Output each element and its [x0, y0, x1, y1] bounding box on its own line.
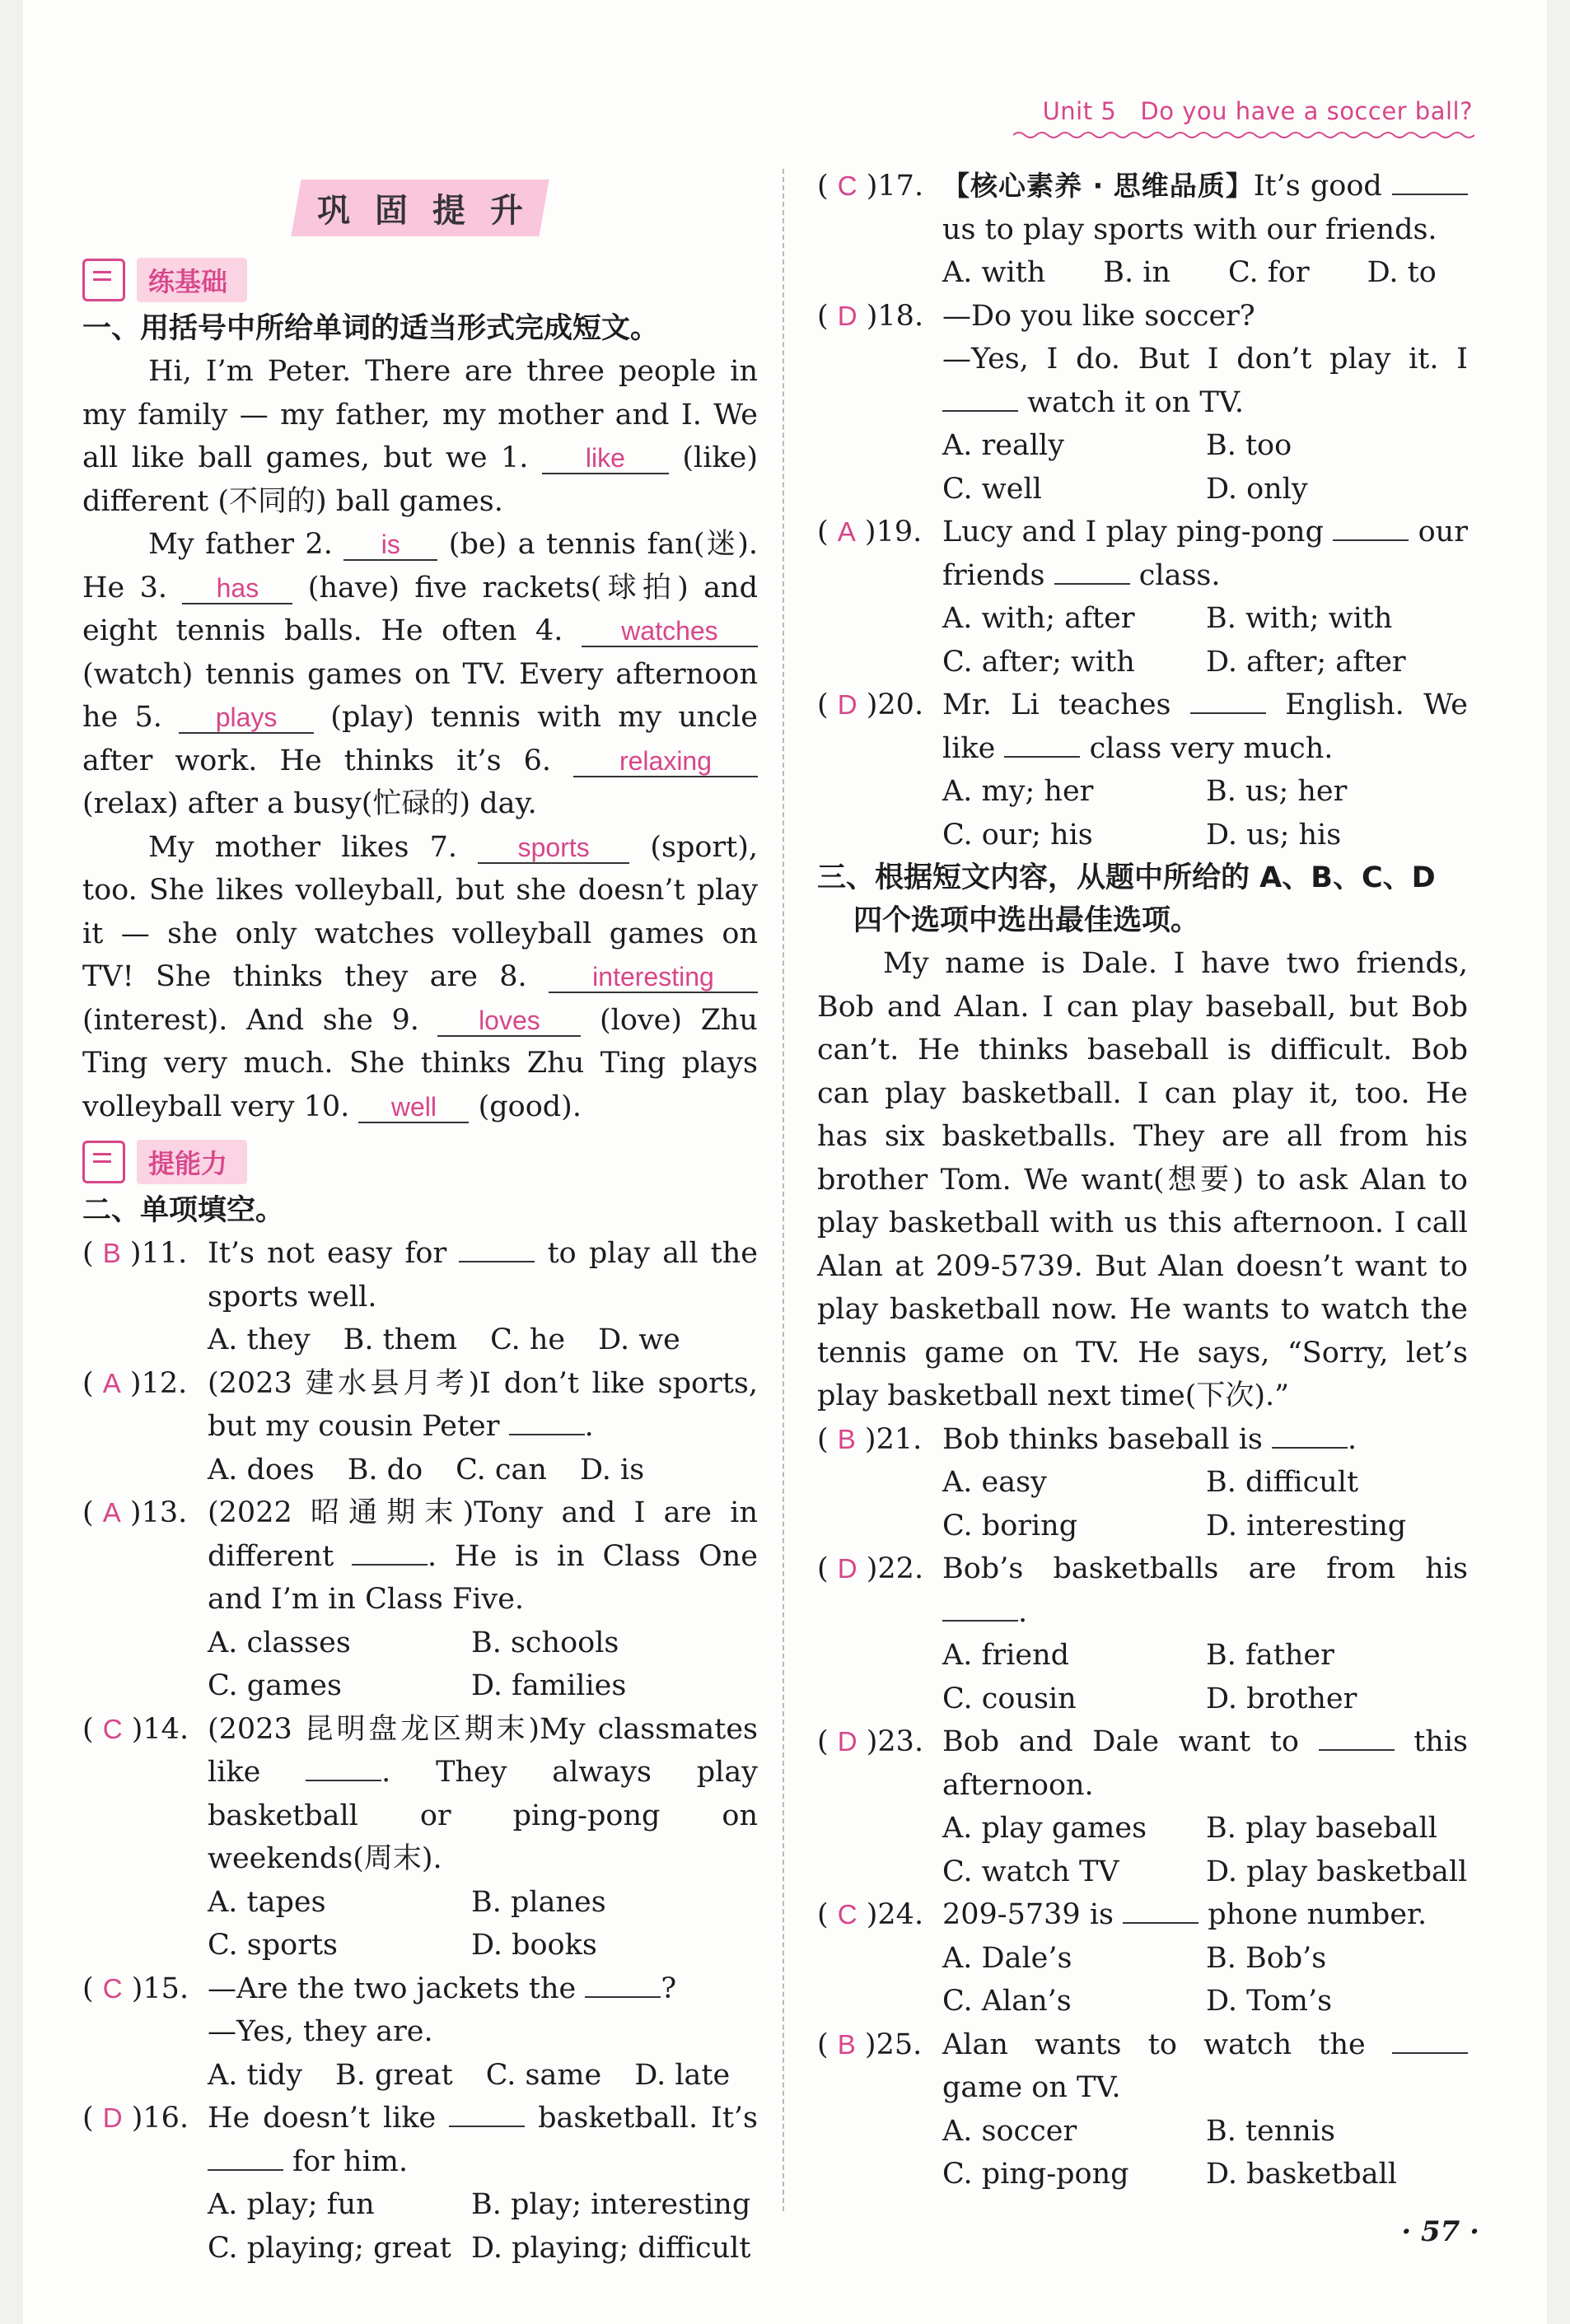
stem-text: (2023 建水县月考)I don’t like sports, but my cousin Peter [208, 1366, 758, 1443]
options [942, 1807, 1468, 1893]
unit-title: Do you have a soccer ball? [1140, 97, 1473, 125]
qno-text: 21. [876, 1422, 923, 1456]
option: C. boring [942, 1509, 1078, 1542]
question-stem-line1: —Do you like soccer? [942, 299, 1255, 333]
qno-text: 20. [877, 688, 924, 721]
part1-heading: 一、用括号中所给单词的适当形式完成短文。 [82, 312, 660, 345]
option: C. sports [208, 1929, 338, 1962]
question-number: ( C )15. [82, 1972, 189, 2005]
answer-blank-6: relaxing [573, 746, 758, 777]
question-stem [942, 165, 1468, 251]
p3-text: (good). [478, 1090, 582, 1123]
answer-blank-7: sports [478, 833, 629, 864]
stem-text: —Yes, I do. But I don’t play it. I [942, 343, 1468, 376]
page-number: · 57 · [1401, 2215, 1479, 2248]
qno-text: 19. [876, 516, 923, 548]
blank-line [449, 2101, 525, 2127]
blank-line [942, 1595, 1018, 1622]
option: C. after; with [942, 645, 1135, 679]
option: A. with [942, 256, 1046, 289]
blank-line [1392, 2028, 1468, 2054]
question-12 [82, 1362, 758, 1492]
qno-text: 23. [877, 1725, 924, 1758]
answer-letter: C [102, 1713, 123, 1744]
notebook-icon [82, 259, 125, 301]
question-number: ( C )24. [817, 1898, 924, 1931]
options [208, 2054, 758, 2098]
question-stem [942, 1547, 1468, 1634]
answer-blank-3: has [182, 573, 292, 604]
option: C. ping-pong [942, 2158, 1129, 2191]
literacy-tag: 【核心素养 · 思维品质】 [942, 170, 1254, 202]
answer-letter: B [837, 2028, 856, 2060]
answer-letter: D [102, 2102, 123, 2133]
answer-blank-2: is [343, 530, 437, 561]
stem-text: 209-5739 is [942, 1898, 1114, 1931]
blank-line [352, 1539, 428, 1566]
question-23 [817, 1720, 1468, 1893]
option: B. play; interesting [471, 2188, 751, 2221]
options [208, 1881, 758, 1967]
answer-blank-1: like [542, 443, 669, 474]
option: D. to [1367, 256, 1437, 289]
stem-text: . [584, 1410, 594, 1443]
question-number: ( D )23. [817, 1725, 924, 1758]
option: B. father [1206, 1639, 1334, 1672]
blank-line [1190, 688, 1266, 714]
qno-text: 22. [877, 1552, 924, 1585]
question-18 [817, 295, 1468, 511]
p3-text: My mother likes 7. [148, 830, 458, 864]
tag-ability [82, 1140, 758, 1184]
question-stem [208, 1708, 758, 1881]
option: B. them [343, 1323, 458, 1356]
option: A. does [208, 1453, 315, 1486]
blank-line [1319, 1724, 1395, 1751]
stem-text: watch it on TV. [1027, 385, 1245, 419]
option: A. with; after [942, 602, 1135, 635]
options [208, 2183, 758, 2270]
question-number: ( C )14. [82, 1712, 189, 1746]
option: D. interesting [1206, 1509, 1407, 1542]
answer-letter: A [837, 516, 856, 547]
qno-text: 24. [877, 1898, 924, 1931]
option: D. play basketball [1206, 1855, 1468, 1888]
option: B. in [1103, 256, 1171, 289]
question-number: ( D )16. [82, 2102, 189, 2135]
question-number: ( D )22. [817, 1552, 924, 1585]
option: C. our; his [942, 818, 1093, 852]
stem-text: He doesn’t like [208, 2102, 437, 2135]
blank-line [942, 385, 1018, 412]
p2-text: My father 2. [148, 528, 333, 561]
book-icon [82, 1141, 125, 1183]
options [942, 1634, 1468, 1720]
option: B. us; her [1206, 775, 1348, 808]
option: A. really [942, 429, 1064, 462]
option: B. do [347, 1453, 423, 1486]
question-stem-line2: —Yes, they are. [208, 2015, 433, 2048]
blank-line [1333, 515, 1409, 541]
question-20 [817, 684, 1468, 856]
question-number: ( B )21. [817, 1422, 923, 1456]
option: B. too [1206, 429, 1292, 462]
option: D. playing; difficult [471, 2231, 751, 2265]
stem-text: game on TV. [942, 2071, 1121, 2104]
p3-text: (interest). And she 9. [82, 1003, 419, 1037]
question-21 [817, 1418, 1468, 1548]
stem-text: It’s not easy for [208, 1237, 447, 1270]
stem-text: (2023 昆明盘龙区期末)My classmates like [208, 1712, 758, 1789]
stem-text: —Are the two jackets the [208, 1972, 577, 2005]
blank-line [1054, 558, 1130, 585]
header-wave-underline [1013, 130, 1474, 140]
option: A. play; fun [208, 2188, 375, 2221]
answer-letter: A [102, 1367, 121, 1398]
option: D. us; his [1206, 818, 1342, 852]
option: D. basketball [1206, 2158, 1397, 2191]
option: B. great [334, 2058, 453, 2092]
option: A. my; her [942, 775, 1094, 808]
answer-blank-5: plays [179, 702, 314, 734]
options [942, 424, 1468, 511]
option: D. brother [1206, 1682, 1357, 1715]
option: D. is [579, 1453, 645, 1486]
question-number: ( A )12. [82, 1366, 188, 1400]
stem-text: Mr. Li teaches [942, 688, 1171, 721]
stem-text: basketball. It’s [538, 2102, 758, 2135]
option: A. tapes [208, 1885, 326, 1919]
option: D. Tom’s [1206, 1985, 1333, 2018]
question-19 [817, 511, 1468, 684]
stem-text: phone number. [1208, 1898, 1427, 1931]
blank-line [1392, 169, 1468, 195]
option: C. watch TV [942, 1855, 1119, 1888]
option: D. only [1206, 472, 1308, 506]
options [208, 1622, 758, 1708]
question-number: ( C )17. [817, 170, 924, 203]
stem-text: . He is in Class One and I’m in Class Five. [208, 1539, 758, 1616]
options [208, 1318, 758, 1362]
question-17 [817, 165, 1468, 295]
question-22 [817, 1547, 1468, 1720]
question-number: ( A )19. [817, 516, 923, 548]
option: C. playing; great [208, 2231, 451, 2265]
option: D. we [598, 1323, 680, 1356]
option: A. easy [942, 1466, 1047, 1499]
blank-line [1123, 1897, 1199, 1924]
option: C. for [1228, 256, 1310, 289]
stem-text: this afternoon. [942, 1725, 1468, 1802]
question-number: ( A )13. [82, 1496, 188, 1529]
question-stem [208, 1491, 758, 1622]
stem-text: . [1348, 1422, 1357, 1456]
question-stem [942, 511, 1468, 597]
qno-text: 14. [143, 1712, 189, 1746]
question-stem [208, 2097, 758, 2183]
option: B. difficult [1206, 1466, 1359, 1499]
option: B. planes [471, 1885, 606, 1919]
option: C. same [485, 2058, 602, 2092]
option: A. soccer [942, 2114, 1077, 2148]
option: D. families [471, 1669, 627, 1702]
options [942, 2110, 1468, 2196]
section-title-box [82, 180, 758, 236]
stem-text: our friends [942, 516, 1468, 592]
qno-text: 18. [877, 299, 924, 333]
stem-text: us to play sports with our friends. [942, 212, 1437, 246]
question-24 [817, 1893, 1468, 2023]
stem-text: ? [661, 1972, 677, 2005]
qno-text: 13. [141, 1496, 188, 1529]
passage1-paragraph3 [82, 826, 758, 1129]
unit-label: Unit 5 [1042, 97, 1117, 125]
answer-blank-9: loves [437, 1006, 581, 1037]
question-15 [82, 1967, 758, 2098]
blank-line [208, 2144, 283, 2171]
option: C. can [456, 1453, 547, 1486]
tag-ability-label: 提能力 [137, 1140, 247, 1184]
answer-letter: B [102, 1238, 121, 1268]
answer-blank-10: well [358, 1092, 469, 1123]
option: D. after; after [1206, 645, 1406, 679]
answer-letter: C [102, 1972, 123, 2004]
question-number: ( B )11. [82, 1237, 188, 1270]
option: C. Alan’s [942, 1985, 1072, 2018]
option: A. friend [942, 1639, 1070, 1672]
option: D. books [471, 1929, 597, 1962]
stem-text: Bob and Dale want to [942, 1725, 1299, 1758]
option: B. schools [471, 1626, 619, 1659]
options [942, 251, 1468, 295]
answer-letter: D [837, 689, 857, 720]
p3-text: (love) Zhu Ting very much. She thinks Zhu Ting plays volleyball very 10. [82, 1003, 758, 1123]
options [942, 1937, 1468, 2023]
option: C. he [490, 1323, 566, 1356]
question-14 [82, 1708, 758, 1967]
tag-basic [82, 258, 758, 302]
question-stem [942, 1418, 1468, 1462]
question-stem [942, 338, 1468, 424]
question-number: ( D )20. [817, 688, 924, 721]
option: B. play baseball [1206, 1812, 1437, 1845]
answer-letter: D [837, 1726, 857, 1757]
question-stem [942, 1893, 1468, 1937]
question-stem [208, 1232, 758, 1318]
option: C. games [208, 1669, 342, 1702]
question-number: ( D )18. [817, 299, 924, 333]
running-header [1043, 97, 1473, 125]
qno-text: 25. [876, 2028, 923, 2061]
answer-letter: C [837, 1899, 857, 1930]
stem-text: for him. [292, 2144, 409, 2178]
p3-text: (sport), too. She likes volleyball, but she doesn’t play it — she only watches volleyball games on TV! She thinks they are 8. [82, 830, 758, 993]
option: A. classes [208, 1626, 351, 1659]
option: D. late [634, 2058, 731, 2092]
options [208, 1449, 758, 1492]
passage1-paragraph2 [82, 523, 758, 826]
stem-text: . They always play basketball or ping-pong on weekends(周末). [208, 1756, 758, 1875]
options [942, 1461, 1468, 1547]
stem-text: English. We like [942, 688, 1468, 765]
stem-text: class very much. [1089, 731, 1334, 765]
option: A. they [208, 1323, 311, 1356]
p2-text: (relax) after a busy(忙碌的) day. [82, 787, 537, 820]
part3-heading: 三、根据短文内容，从题中所给的 A、B、C、D 四个选项中选出最佳选项。 [817, 861, 1436, 937]
answer-letter: B [837, 1423, 856, 1454]
answer-letter: D [837, 1553, 857, 1584]
p2-text: (have) five rackets(球拍) and eight tennis balls. He often 4. [82, 571, 758, 647]
blank-line [1272, 1422, 1348, 1449]
option: C. well [942, 472, 1042, 506]
qno-text: 17. [877, 170, 924, 203]
reading-passage: My name is Dale. I have two friends, Bob and Alan. I can play baseball, but Bob can’t. He thinks baseball is difficult. Bob can play basketball. I can play it, too. He has six basketballs. They are all from his brother Tom. We want(想要) to ask Alan to play basketball with us this afternoon. I call Alan at 209-5739. But Alan doesn’t want to play basketball now. He wants to watch the tennis game on TV. He says, “Sorry, let’s play basketball next time(下次).” [817, 947, 1468, 1412]
stem-text: (2022 昭通期末)Tony and I are in different [208, 1496, 758, 1573]
answer-letter: D [837, 300, 857, 331]
qno-text: 15. [143, 1972, 189, 2005]
stem-text: to play all the sports well. [208, 1237, 758, 1314]
option: A. Dale’s [942, 1941, 1072, 1975]
answer-letter: A [102, 1497, 121, 1528]
p2-text: (be) a tennis fan(迷). He 3. [82, 528, 758, 604]
qno-text: 11. [141, 1237, 188, 1270]
p1-text: Hi, I’m Peter. There are three people in my family — my father, my mother and I. We all like ball games, but we 1. [82, 355, 758, 474]
section-title: 巩固提升 [284, 180, 556, 236]
answer-letter: C [837, 170, 857, 201]
p2-text: (watch) tennis games on TV. Every afternoon he 5. [82, 657, 758, 734]
column-divider [783, 169, 784, 2211]
question-13 [82, 1491, 758, 1708]
blank-line [459, 1236, 535, 1262]
blank-line [1004, 731, 1080, 758]
question-16 [82, 2097, 758, 2270]
p2-text: (play) tennis with my uncle after work. He thinks it’s 6. [82, 701, 758, 777]
passage1-paragraph1 [82, 350, 758, 523]
option: B. Bob’s [1206, 1941, 1327, 1975]
stem-text: It’s good [1253, 170, 1382, 203]
answer-blank-8: interesting [549, 962, 758, 993]
question-11 [82, 1232, 758, 1362]
stem-text: . [1018, 1595, 1028, 1629]
stem-text: Alan wants to watch the [942, 2028, 1366, 2061]
options [942, 770, 1468, 856]
question-stem [942, 2023, 1468, 2110]
question-stem [208, 1967, 758, 2011]
option: A. play games [942, 1812, 1147, 1845]
question-stem [942, 1720, 1468, 1807]
part2-heading: 二、单项填空。 [82, 1194, 285, 1227]
qno-text: 16. [143, 2102, 189, 2135]
answer-blank-4: watches [582, 616, 758, 647]
options [942, 597, 1468, 684]
qno-text: 12. [141, 1366, 188, 1400]
option: C. cousin [942, 1682, 1077, 1715]
p1-text: (like) different (不同的) ball games. [82, 441, 758, 518]
question-stem [942, 684, 1468, 770]
option: B. tennis [1206, 2114, 1335, 2148]
stem-text: Bob thinks baseball is [942, 1422, 1263, 1456]
option: A. tidy [208, 2058, 302, 2092]
question-stem [208, 1362, 758, 1449]
blank-line [509, 1409, 585, 1435]
option: B. with; with [1206, 602, 1393, 635]
stem-text: Lucy and I play ping-pong [942, 516, 1325, 548]
left-column [82, 165, 758, 2270]
blank-line [585, 1972, 661, 1998]
question-25 [817, 2023, 1468, 2196]
right-column [817, 165, 1468, 2196]
question-number: ( B )25. [817, 2028, 923, 2061]
stem-text: Bob’s basketballs are from his [942, 1552, 1468, 1585]
stem-text: class. [1138, 558, 1221, 592]
blank-line [306, 1755, 381, 1781]
tag-basic-label: 练基础 [137, 258, 247, 302]
